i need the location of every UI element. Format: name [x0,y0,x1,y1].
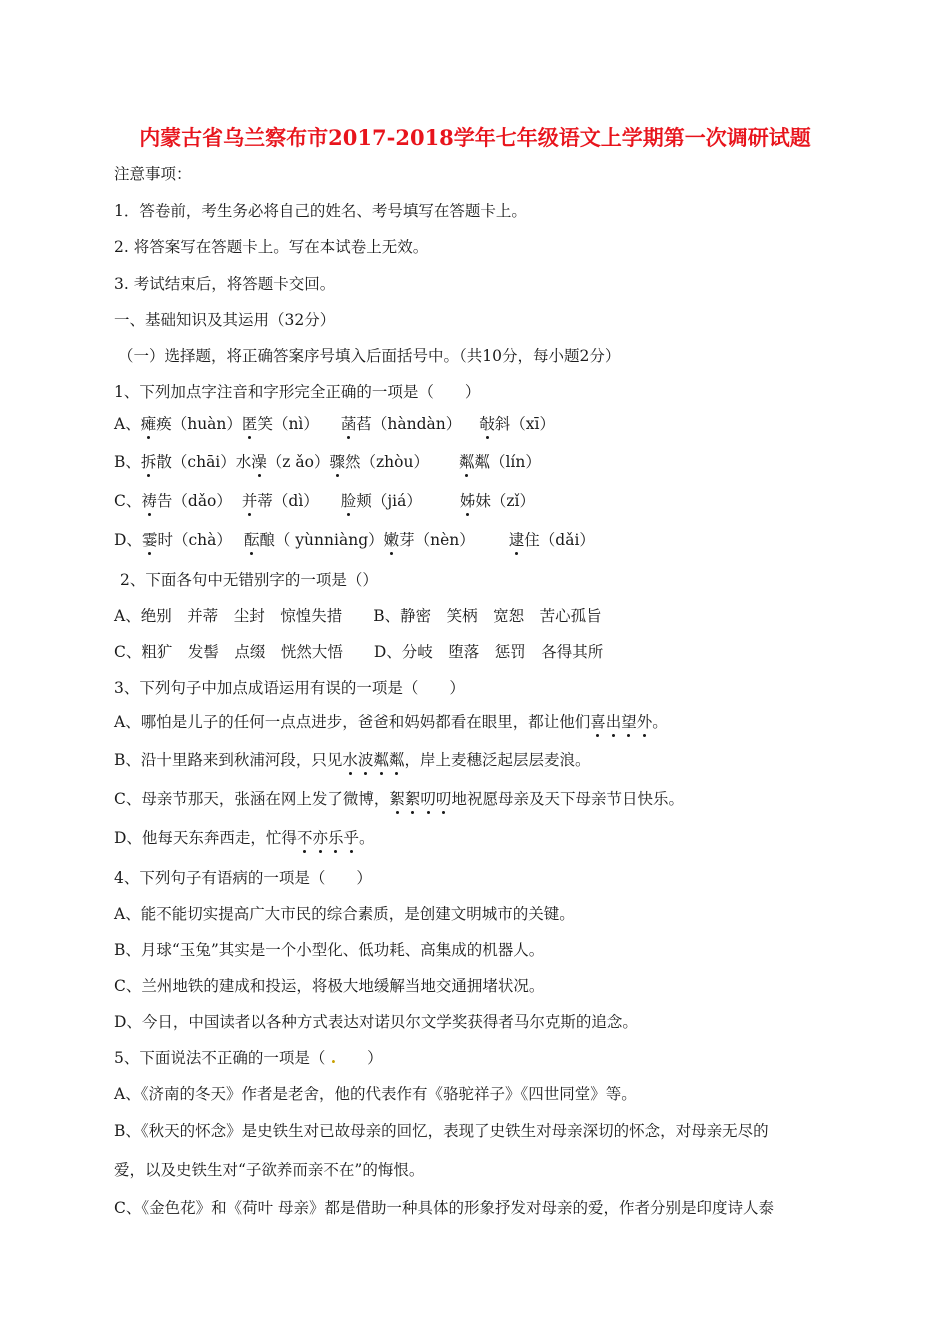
dotted-char: 粼 [388,751,405,769]
dotted-idiom [590,713,652,731]
option-text: B、沿十里路来到秋浦河段，只见 [114,751,343,769]
question-3-option-c [114,789,684,809]
dotted-char: 菡 [340,415,357,433]
question-4-stem: 4、下列句子有语病的一项是（ ） [114,869,372,887]
question-3-stem: 3、下列句子中加点成语运用有误的一项是（ ） [114,679,465,697]
option-text: 蒂（dì） [257,492,319,510]
question-1-option-c [114,491,535,511]
option-text: 酿（ yùnniàng） [259,531,384,549]
stem-text: ） [336,1049,383,1067]
question-1-option-b [114,452,541,472]
dotted-char: 絮 [404,790,421,808]
dotted-char: 乎 [343,829,359,847]
question-4-option-c: C、兰州地铁的建成和投运，将极大地缓解当地交通拥堵状况。 [114,977,545,995]
question-1-option-d [114,530,595,550]
question-5-option-b-line-1: B、《秋天的怀念》是史铁生对已故母亲的回忆，表现了史铁生对母亲深切的怀念，对母亲无尽的 [114,1122,769,1140]
option-text: 斜（xī） [494,415,555,433]
option-text: 住（dǎi） [524,531,595,549]
option-text: C、母亲节那天，张涵在网上发了微博， [114,790,390,808]
dotted-char: 波 [357,751,374,769]
question-3-option-a [114,712,668,732]
option-text: D、他每天东奔西走，忙得 [114,829,297,847]
question-3-option-b [114,750,590,770]
stem-mark: . [325,1048,337,1067]
option-text: 。 [359,829,375,847]
dotted-char: 望 [621,713,637,731]
dotted-char: 瘫 [140,415,157,433]
option-text: 妹（zǐ） [475,492,535,510]
dotted-idiom-text [389,790,451,808]
question-2-stem: 2、下面各句中无错别字的一项是（） [120,571,378,589]
question-5-option-b-line-2: 爱，以及史铁生对“子欲养而亲不在”的悔恨。 [114,1161,425,1179]
dotted-char: 粼 [458,453,475,471]
dotted-char: 骤 [329,453,345,471]
option-text: ，岸上麦穗泛起层层麦浪。 [404,751,591,769]
dotted-char: 逮 [508,531,525,549]
option-text: 笑（nì） [257,415,319,433]
dotted-char: 脸 [340,492,357,510]
page-title: 内蒙古省乌兰察布市2017-2018学年七年级语文上学期第一次调研试题 [139,125,811,150]
question-2-options-cd: C、粗犷 发髻 点缀 恍然大悟 D、分岐 堕落 惩罚 各得其所 [114,643,604,661]
option-label: C、 [114,492,142,510]
option-label: A、 [114,415,141,433]
dotted-char: 酝 [243,531,260,549]
section-heading: 一、基础知识及其运用（32分） [114,311,336,329]
option-text: 粼（lín） [474,453,541,471]
question-2-options-ab: A、绝别 并蒂 尘封 惊惶失措 B、静密 笑柄 宽恕 苦心孤旨 [114,607,602,625]
dotted-char: 并 [241,492,258,510]
option-label: D、 [114,531,142,549]
dotted-char: 叨 [435,790,452,808]
dotted-char: 嫩 [383,531,400,549]
dotted-char: 粼 [373,751,389,769]
question-5-stem [114,1048,383,1068]
dotted-char: 敧 [479,415,495,433]
question-5-option-a: A、《济南的冬天》作者是老舍，他的代表作有《骆驼祥子》《四世同堂》等。 [114,1085,637,1103]
notice-item-1: 1．答卷前，考生务必将自己的姓名、考号填写在答题卡上。 [114,202,527,220]
option-text: 散（chāi）水 [156,453,252,471]
option-text: 告（dǎo） [156,492,232,510]
dotted-char: 祷 [141,492,157,510]
dotted-char: 乐 [327,829,344,847]
option-text: 芽（nèn） [399,531,475,549]
notice-heading: 注意事项： [114,165,192,183]
question-1-stem: 1、下列加点字注音和字形完全正确的一项是（ ） [114,383,481,401]
question-5-option-c-line-1: C、《金色花》和《荷叶 母亲》都是借助一种具体的形象抒发对母亲的爱，作者分别是印度诗人泰 [114,1199,775,1217]
notice-item-3: 3. 考试结束后，将答题卡交回。 [114,275,336,293]
dotted-char: 絮 [389,790,405,808]
dotted-idiom-text [297,829,359,847]
dotted-idiom-text [590,713,652,731]
option-text: 时（chà） [157,531,232,549]
question-4-option-d: D、今日，中国读者以各种方式表达对诺贝尔文学奖获得者马尔克斯的追念。 [114,1013,638,1031]
dotted-char: 亦 [312,829,328,847]
option-label: B、 [114,453,141,471]
option-text: 。 [652,713,668,731]
option-text: 萏（hàndàn） [356,415,462,433]
option-text: 地祝愿母亲及天下母亲节日快乐。 [451,790,684,808]
dotted-char: 澡 [251,453,267,471]
question-3-option-d [114,828,375,848]
stem-text: 5、下面说法不正确的一项是（ [114,1049,326,1067]
option-text: 颊（jiá） [356,492,422,510]
dotted-idiom-text [342,751,404,769]
dotted-char: 叨 [420,790,436,808]
question-4-option-a: A、能不能切实提高广大市民的综合素质，是创建文明城市的关键。 [114,905,575,923]
subsection-heading: （一）选择题，将正确答案序号填入后面括号中。（共10分，每小题2分） [118,347,621,365]
option-text: 痪（huàn） [156,415,242,433]
dotted-char: 出 [605,713,622,731]
dotted-char: 水 [342,751,358,769]
question-1-option-a [114,414,555,434]
dotted-char: 匿 [241,415,258,433]
dotted-char: 姊 [459,492,476,510]
question-4-option-b: B、月球“玉兔”其实是一个小型化、低功耗、高集成的机器人。 [114,941,545,959]
option-text: A、哪怕是儿子的任何一点点进步，爸爸和妈妈都看在眼里，都让他们 [114,713,591,731]
notice-item-2: 2. 将答案写在答题卡上。写在本试卷上无效。 [114,238,429,256]
dotted-char: 不 [296,829,313,847]
option-text: 然（zhòu） [344,453,429,471]
dotted-char: 喜 [590,713,606,731]
dotted-char: 霎 [141,531,158,549]
dotted-char: 拆 [140,453,157,471]
dotted-char: 外 [636,713,653,731]
option-text: （z ǎo） [266,453,330,471]
